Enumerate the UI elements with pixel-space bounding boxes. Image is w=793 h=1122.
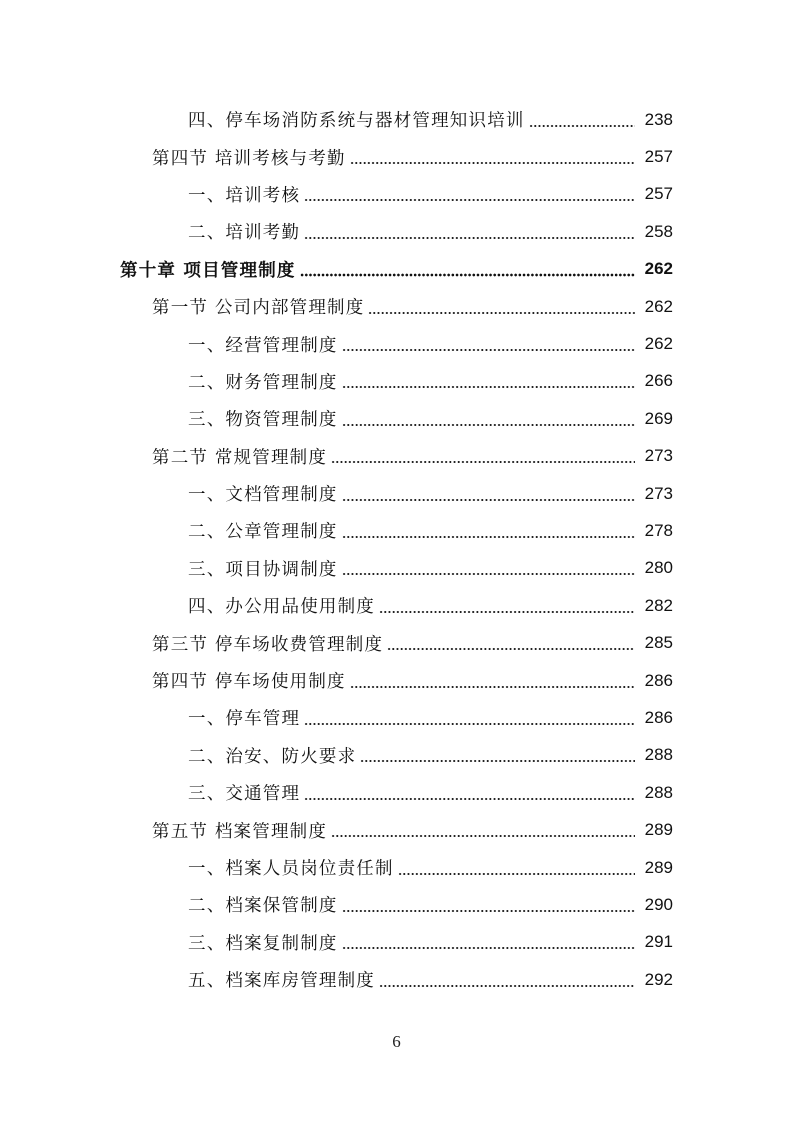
toc-entry-label: 二、培训考勤 (188, 223, 301, 244)
toc-entry-label: 二、治安、防火要求 (188, 746, 357, 767)
toc-entry[interactable] (0, 662, 793, 699)
toc-entry-page: 288 (644, 782, 673, 802)
toc-entry[interactable] (0, 587, 793, 624)
toc-entry-page: 273 (644, 446, 673, 466)
toc-entry[interactable] (0, 924, 793, 961)
toc-entry[interactable] (0, 400, 793, 437)
toc-entry[interactable] (0, 475, 793, 512)
toc-entry[interactable] (0, 886, 793, 923)
dot-leader (342, 572, 635, 576)
toc-entry-page: 273 (644, 483, 673, 503)
toc-entry-label: 一、文档管理制度 (188, 485, 338, 506)
dot-leader (529, 124, 635, 128)
dot-leader (304, 236, 635, 240)
toc-entry-page: 257 (644, 184, 673, 204)
dot-leader (379, 984, 635, 988)
toc-entry-page: 266 (644, 371, 673, 391)
dot-leader (331, 834, 635, 838)
dot-leader (379, 610, 635, 614)
dot-leader (368, 311, 635, 315)
toc-entry-page: 262 (644, 259, 673, 279)
toc-entry[interactable] (0, 737, 793, 774)
toc-entry-label: 一、停车管理 (188, 709, 301, 730)
toc-entry-page: 291 (644, 932, 673, 952)
toc-entry[interactable] (0, 438, 793, 475)
toc-entry-label: 第十章 项目管理制度 (120, 260, 296, 281)
toc-entry-label: 第二节 常规管理制度 (152, 447, 328, 468)
toc-entry-label: 第四节 停车场使用制度 (152, 672, 346, 693)
toc-entry[interactable] (0, 512, 793, 549)
toc-entry-label: 第一节 公司内部管理制度 (152, 298, 365, 319)
toc-entry-label: 二、档案保管制度 (188, 896, 338, 917)
toc-entry-label: 第四节 培训考核与考勤 (152, 148, 346, 169)
toc-entry-page: 288 (644, 745, 673, 765)
toc-entry[interactable] (0, 811, 793, 848)
dot-leader (360, 759, 635, 763)
toc-entry-label: 三、物资管理制度 (188, 410, 338, 431)
dot-leader (342, 348, 635, 352)
toc-entry-page: 262 (644, 334, 673, 354)
toc-entry-label: 三、交通管理 (188, 784, 301, 805)
dot-leader (342, 535, 635, 539)
dot-leader (342, 498, 635, 502)
dot-leader (350, 685, 635, 689)
toc-entry-page: 238 (644, 109, 673, 129)
dot-leader (342, 423, 635, 427)
toc-entry-page: 269 (644, 408, 673, 428)
toc-entry-label: 四、办公用品使用制度 (188, 597, 375, 618)
dot-leader (300, 273, 635, 277)
toc-entry-page: 292 (644, 969, 673, 989)
toc-entry-label: 一、档案人员岗位责任制 (188, 859, 394, 879)
toc-entry-page: 289 (644, 857, 673, 877)
toc-entry[interactable] (0, 101, 793, 138)
toc-entry[interactable] (0, 624, 793, 661)
toc-entry-label: 一、经营管理制度 (188, 335, 338, 356)
toc-entry-label: 第五节 档案管理制度 (152, 821, 328, 842)
toc-entry-label: 一、培训考核 (188, 185, 301, 206)
dot-leader (342, 909, 635, 913)
toc-entry-page: 280 (644, 558, 673, 578)
toc-entry[interactable] (0, 849, 793, 886)
toc-entry-page: 257 (644, 147, 673, 167)
toc-entry-label: 四、停车场消防系统与器材管理知识培训 (188, 111, 525, 132)
toc-entry-page: 282 (644, 595, 673, 615)
toc-entry[interactable] (0, 774, 793, 811)
dot-leader (304, 797, 635, 801)
dot-leader (342, 385, 635, 389)
toc-entry[interactable] (0, 213, 793, 250)
toc-entry-page: 286 (644, 707, 673, 727)
toc-entry-label: 五、档案库房管理制度 (188, 971, 375, 992)
toc-entry-label: 第三节 停车场收费管理制度 (152, 634, 384, 655)
toc-entry-page: 258 (644, 221, 673, 241)
toc-entry-label: 二、财务管理制度 (188, 372, 338, 393)
dot-leader (304, 722, 635, 726)
toc-entry-label: 二、公章管理制度 (188, 522, 338, 543)
table-of-contents (0, 101, 793, 998)
page-number: 6 (392, 1032, 401, 1051)
toc-entry-page: 289 (644, 820, 673, 840)
toc-entry-label: 三、项目协调制度 (188, 559, 338, 580)
toc-entry[interactable] (0, 325, 793, 362)
toc-entry[interactable] (0, 288, 793, 325)
toc-entry[interactable] (0, 961, 793, 998)
toc-entry[interactable] (0, 138, 793, 175)
toc-entry[interactable] (0, 699, 793, 736)
dot-leader (350, 161, 635, 165)
toc-chapter-entry[interactable] (0, 251, 793, 288)
toc-entry[interactable] (0, 550, 793, 587)
toc-entry-page: 278 (644, 520, 673, 540)
toc-entry-label: 三、档案复制制度 (188, 933, 338, 954)
toc-entry[interactable] (0, 363, 793, 400)
toc-entry[interactable] (0, 176, 793, 213)
dot-leader (387, 647, 635, 651)
toc-entry-page: 262 (644, 296, 673, 316)
dot-leader (331, 460, 635, 464)
toc-entry-page: 290 (644, 894, 673, 914)
dot-leader (342, 946, 635, 950)
toc-entry-page: 285 (644, 633, 673, 653)
dot-leader (304, 198, 635, 202)
dot-leader (398, 872, 635, 876)
toc-entry-page: 286 (644, 670, 673, 690)
